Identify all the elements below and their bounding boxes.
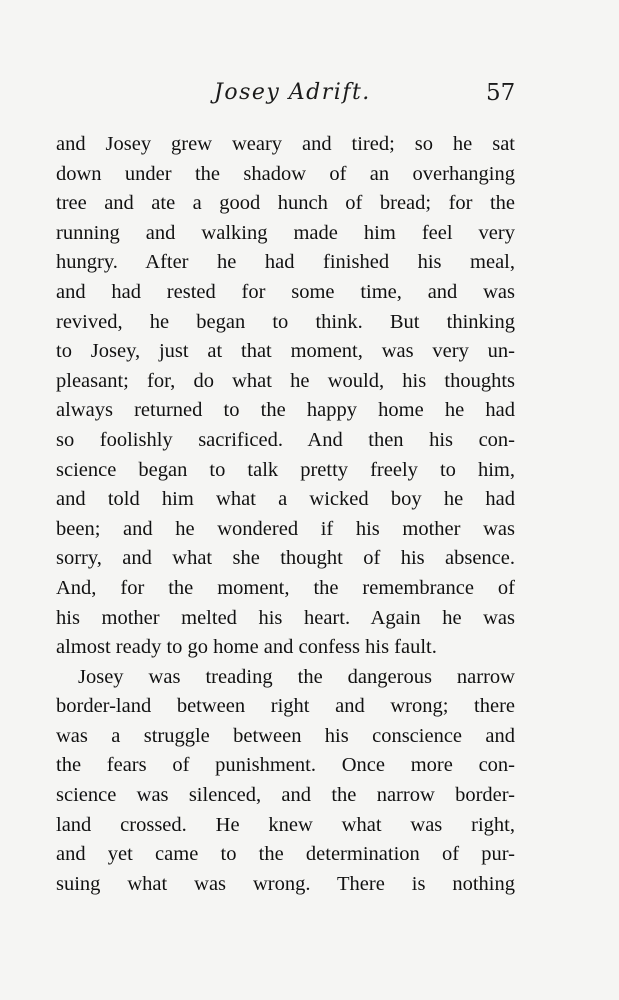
- text-line: and Josey grew weary and tired; so he sat: [56, 133, 515, 155]
- text-line: pleasant; for, do what he would, his thoughts: [56, 369, 515, 392]
- running-title: Josey Adrift.: [214, 80, 371, 105]
- text-line: his mother melted his heart. Again he was: [56, 606, 515, 629]
- text-line: almost ready to go home and confess his fault.: [56, 636, 437, 659]
- text-line: sorry, and what she thought of his absence.: [56, 547, 515, 570]
- text-line: And, for the moment, the remembrance of: [56, 576, 515, 599]
- text-line: and had rested for some time, and was: [56, 280, 515, 303]
- text-line: the fears of punishment. Once more con-: [56, 754, 515, 777]
- text-line: running and walking made him feel very: [56, 221, 515, 244]
- body-text: [56, 130, 515, 899]
- text-line: and yet came to the determination of pur-: [56, 843, 515, 866]
- page-number: 57: [486, 80, 516, 106]
- text-line: land crossed. He knew what was right,: [56, 813, 515, 836]
- text-line: down under the shadow of an overhanging: [56, 162, 515, 185]
- text-line: tree and ate a good hunch of bread; for the: [56, 192, 515, 215]
- text-line: hungry. After he had finished his meal,: [56, 251, 515, 274]
- text-line: suing what was wrong. There is nothing: [56, 872, 515, 895]
- text-line: border-land between right and wrong; there: [56, 695, 515, 718]
- text-line: always returned to the happy home he had: [56, 399, 515, 422]
- text-line: to Josey, just at that moment, was very un-: [56, 340, 515, 363]
- text-line: science was silenced, and the narrow border-: [56, 784, 515, 807]
- text-line: revived, he began to think. But thinking: [56, 310, 515, 333]
- text-line: been; and he wondered if his mother was: [56, 517, 515, 540]
- page-header: [0, 80, 619, 114]
- text-line: was a struggle between his conscience and: [56, 724, 515, 747]
- text-line: Josey was treading the dangerous narrow: [78, 665, 515, 688]
- text-line: science began to talk pretty freely to him,: [56, 458, 515, 481]
- text-line: so foolishly sacrificed. And then his con-: [56, 428, 515, 451]
- text-line: and told him what a wicked boy he had: [56, 488, 515, 511]
